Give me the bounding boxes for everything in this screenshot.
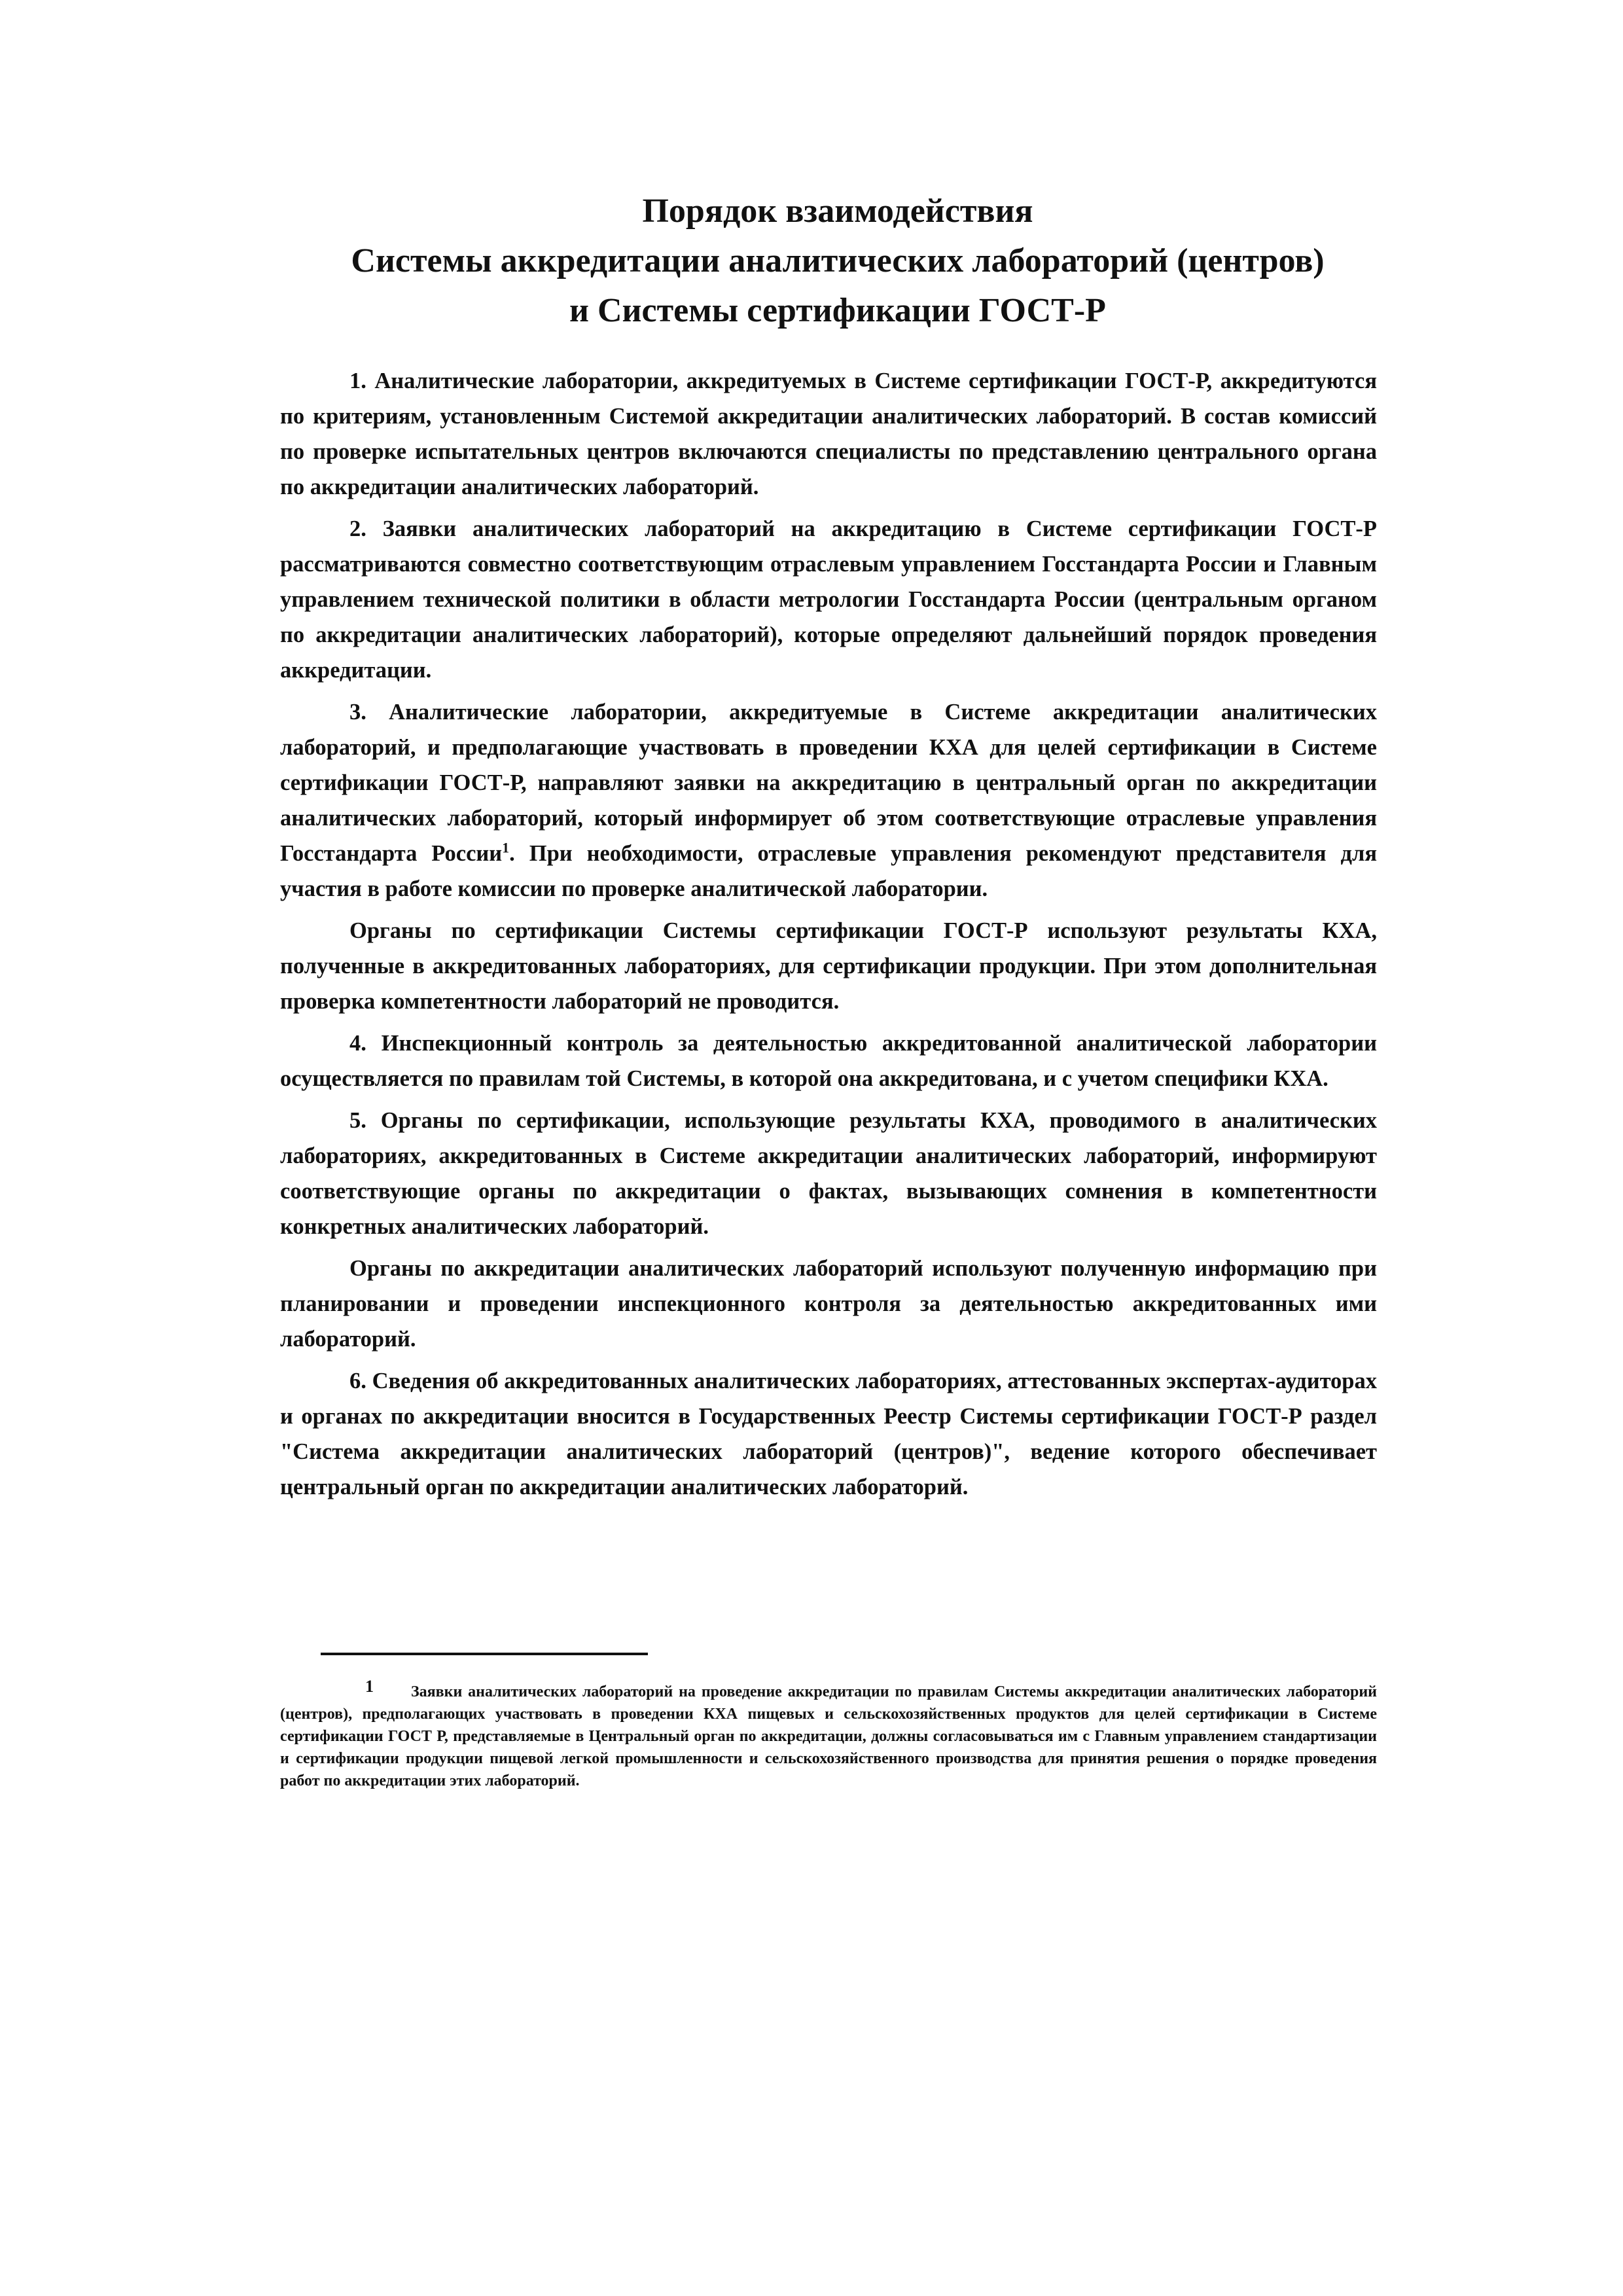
- paragraph-1: 1. Аналитические лаборатории, аккредитуемых в Системе сертификации ГОСТ-Р, аккредитуются по критериям, установленным Системой аккредитации аналитических лабораторий. В состав комиссий по проверке испытательных центров включаются специалисты по представлению центрального органа по аккредитации аналитических лабораторий.: [280, 368, 1377, 499]
- document-title: [281, 187, 1394, 336]
- paragraph-3: [280, 694, 1377, 906]
- paragraph-6: 6. Сведения об аккредитованных аналитических лабораториях, аттестованных экспертах-аудиторах и органах по аккредитации вносится в Государственных Реестр Системы сертификации ГОСТ-Р раздел "Система аккредитации аналитических лабораторий (центров)", ведение которого обеспечивает центральный орган по аккредитации аналитических лабораторий.: [280, 1369, 1377, 1499]
- title-line-2: Системы аккредитации аналитических лабораторий (центров): [351, 242, 1325, 279]
- footnote-separator: [321, 1653, 648, 1655]
- paragraph-4: 4. Инспекционный контроль за деятельностью аккредитованной аналитической лаборатории осуществляется по правилам той Системы, в которой она аккредитована, и с учетом специфики КХА.: [280, 1031, 1377, 1091]
- paragraph-3-tail: . При необходимости, отраслевые управления рекомендуют представителя для участия в работе комиссии по проверке аналитической лаборатории.: [280, 841, 1377, 901]
- title-line-3: и Системы сертификации ГОСТ-Р: [569, 292, 1106, 329]
- paragraph-3-continued: Органы по сертификации Системы сертификации ГОСТ-Р используют результаты КХА, полученные в аккредитованных лабораториях, для сертификации продукции. При этом дополнительная проверка компетентности лабораторий не проводится.: [280, 918, 1377, 1014]
- title-line-1: Порядок взаимодействия: [642, 192, 1033, 230]
- footnote: [280, 1677, 1377, 1792]
- footnote-reference: 1: [502, 839, 510, 856]
- paragraph-5: 5. Органы по сертификации, использующие результаты КХА, проводимого в аналитических лабораториях, аккредитованных в Системе аккредитации аналитических лабораторий, информируют соответствующие органы по аккредитации о фактах, вызывающих сомнения в компетентности конкретных аналитических лабораторий.: [280, 1108, 1377, 1239]
- paragraph-2: 2. Заявки аналитических лабораторий на аккредитацию в Системе сертификации ГОСТ-Р рассматриваются совместно соответствующим отраслевым управлением Госстандарта России и Главным управлением технической политики в области метрологии Госстандарта России (центральным органом по аккредитации аналитических лабораторий), которые определяют дальнейший порядок проведения аккредитации.: [280, 516, 1377, 683]
- paragraph-3-text: 3. Аналитические лаборатории, аккредитуемые в Системе аккредитации аналитических лабораторий, и предполагающие участвовать в проведении КХА для целей сертификации в Системе сертификации ГОСТ-Р, направляют заявки на аккредитацию в центральный орган по аккредитации аналитических лабораторий, который информирует об этом соответствующие отраслевые управления Госстандарта России: [280, 700, 1377, 866]
- footnote-mark: 1: [365, 1677, 374, 1696]
- document-body: [280, 363, 1377, 1511]
- paragraph-5-continued: Органы по аккредитации аналитических лабораторий используют полученную информацию при планировании и проведении инспекционного контроля за деятельностью аккредитованных ими лабораторий.: [280, 1256, 1377, 1352]
- footnote-text: Заявки аналитических лабораторий на проведение аккредитации по правилам Системы аккредитации аналитических лабораторий (центров), предполагающих участвовать в проведении КХА пищевых и сельскохозяйственных продуктов для целей сертификации в Системе сертификации ГОСТ Р, представляемые в Центральный орган по аккредитации, должны согласовываться им с Главным управлением стандартизации и сертификации продукции пищевой легкой промышленности и сельскохозяйственного производства для принятия решения о порядке проведения работ по аккредитации этих лабораторий.: [280, 1683, 1377, 1789]
